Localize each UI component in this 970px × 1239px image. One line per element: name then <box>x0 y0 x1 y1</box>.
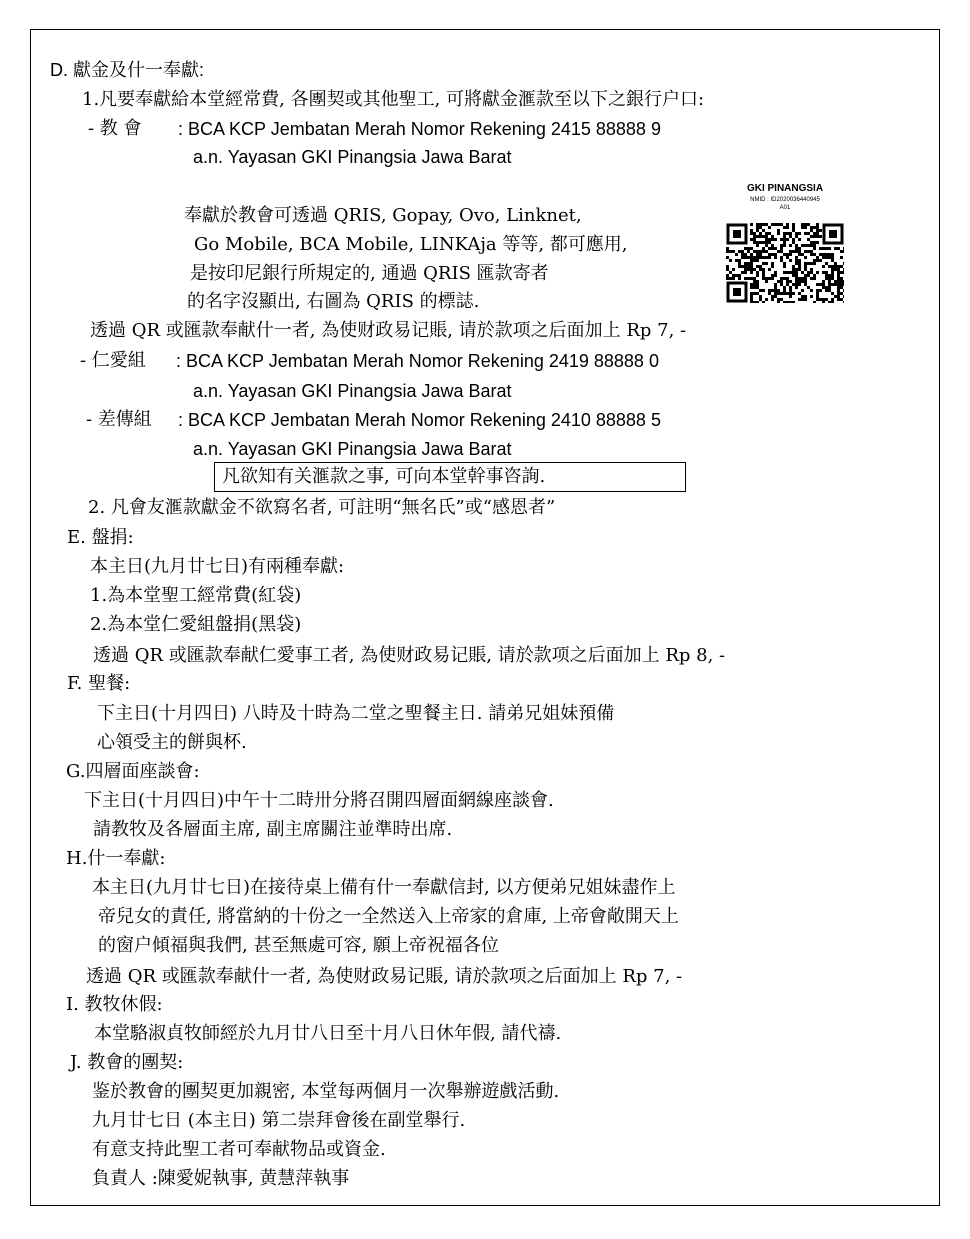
section-e-line: 1.為本堂聖工經常費(紅袋) <box>90 585 302 606</box>
church-account: : BCA KCP Jembatan Merah Nomor Rekening 2415 88888 9 <box>178 119 661 139</box>
section-h-heading: H.什一奉獻: <box>66 848 166 869</box>
section-j-heading: J. 教會的團契: <box>70 1052 184 1073</box>
section-f-heading: F. 聖餐: <box>67 673 131 694</box>
section-g-heading: G.四層面座談會: <box>66 761 200 782</box>
qris-code <box>722 183 848 305</box>
section-h-line: 帝兒女的責任, 將當納的十份之一全然送入上帝家的倉庫, 上帝會敞開天上 <box>98 906 679 927</box>
qr-code-icon <box>726 223 844 303</box>
church-account-name: a.n. Yayasan GKI Pinangsia Jawa Barat <box>193 147 512 167</box>
chuan-account-name: a.n. Yayasan GKI Pinangsia Jawa Barat <box>193 439 512 459</box>
section-j-line: 負責人 :陳愛妮執事, 黄慧萍執事 <box>92 1168 350 1189</box>
section-i-line: 本堂駱淑貞牧師經於九月廿八日至十月八日休年假, 請代禱. <box>94 1023 562 1044</box>
section-e-line: 透過 QR 或匯款奉献仁愛事工者, 為使财政易记賬, 请於款项之后面加上 Rp 8, - <box>93 645 726 666</box>
qris-text-line-2: Go Mobile, BCA Mobile, LINKAja 等等, 都可應用, <box>194 234 628 255</box>
section-g-line: 下主日(十月四日)中午十二時卅分將召開四層面網線座談會. <box>84 790 554 811</box>
section-g-line: 請教牧及各層面主席, 副主席關注並準時出席. <box>93 819 453 840</box>
tithe-note-qr: 透過 QR 或匯款奉献什一者, 為使财政易记賬, 请於款项之后面加上 Rp 7, - <box>90 320 687 341</box>
qris-code-label: A01 <box>779 205 791 211</box>
renai-account-name: a.n. Yayasan GKI Pinangsia Jawa Barat <box>193 381 512 401</box>
section-i-heading: I. 教牧休假: <box>66 994 163 1015</box>
section-h-line: 本主日(九月廿七日)在接待桌上備有什一奉獻信封, 以方便弟兄姐妹盡作上 <box>92 877 676 898</box>
qris-nmid: NMID : ID2020036440945 <box>750 197 820 203</box>
section-f-line: 心領受主的餅與杯. <box>97 732 247 753</box>
section-e-line: 本主日(九月廿七日)有兩種奉獻: <box>90 556 345 577</box>
chuan-account: : BCA KCP Jembatan Merah Nomor Rekening 2410 88888 5 <box>178 410 661 430</box>
inquiry-note: 凡欲知有关滙款之事, 可向本堂幹事咨詢. <box>222 466 546 487</box>
section-d-heading: D. 獻金及什一奉獻: <box>50 60 205 80</box>
section-h-line: 透過 QR 或匯款奉献什一者, 為使财政易记賬, 请於款项之后面加上 Rp 7, - <box>86 966 683 987</box>
section-j-line: 鉴於教會的團契更加親密, 本堂每两個月一次舉辦遊戲活動. <box>92 1081 560 1102</box>
section-e-heading: E. 盤捐: <box>67 527 134 548</box>
qris-text-line-4: 的名字沒顯出, 右圖為 QRIS 的標誌. <box>187 291 480 312</box>
qris-text-line-1: 奉獻於教會可透過 QRIS, Gopay, Ovo, Linknet, <box>184 205 582 226</box>
qris-title: GKI PINANGSIA <box>746 183 824 194</box>
section-h-line: 的窗户傾福與我們, 甚至無處可容, 願上帝祝福各位 <box>98 935 499 956</box>
chuan-label: - 差傳組 <box>86 409 152 430</box>
qris-text-line-3: 是按印尼銀行所規定的, 通過 QRIS 匯款寄者 <box>190 263 549 284</box>
section-j-line: 有意支持此聖工者可奉献物品或資金. <box>92 1139 386 1160</box>
section-j-line: 九月廿七日 (本主日) 第二崇拜會後在副堂舉行. <box>92 1110 466 1131</box>
section-e-line: 2.為本堂仁愛組盤捐(黑袋) <box>90 614 302 635</box>
renai-label: - 仁愛組 <box>80 350 146 371</box>
section-d-item1: 1.凡要奉獻給本堂經常費, 各團契或其他聖工, 可將獻金滙款至以下之銀行户口: <box>82 89 705 110</box>
renai-account: : BCA KCP Jembatan Merah Nomor Rekening 2419 88888 0 <box>176 351 659 371</box>
section-d-item2: 2. 凡會友滙款獻金不欲寫名者, 可註明“無名氏”或“感恩者” <box>88 497 556 518</box>
section-f-line: 下主日(十月四日) 八時及十時為二堂之聖餐主日. 請弟兄姐妹預備 <box>97 703 615 724</box>
church-label: - 教 會 <box>88 118 142 139</box>
